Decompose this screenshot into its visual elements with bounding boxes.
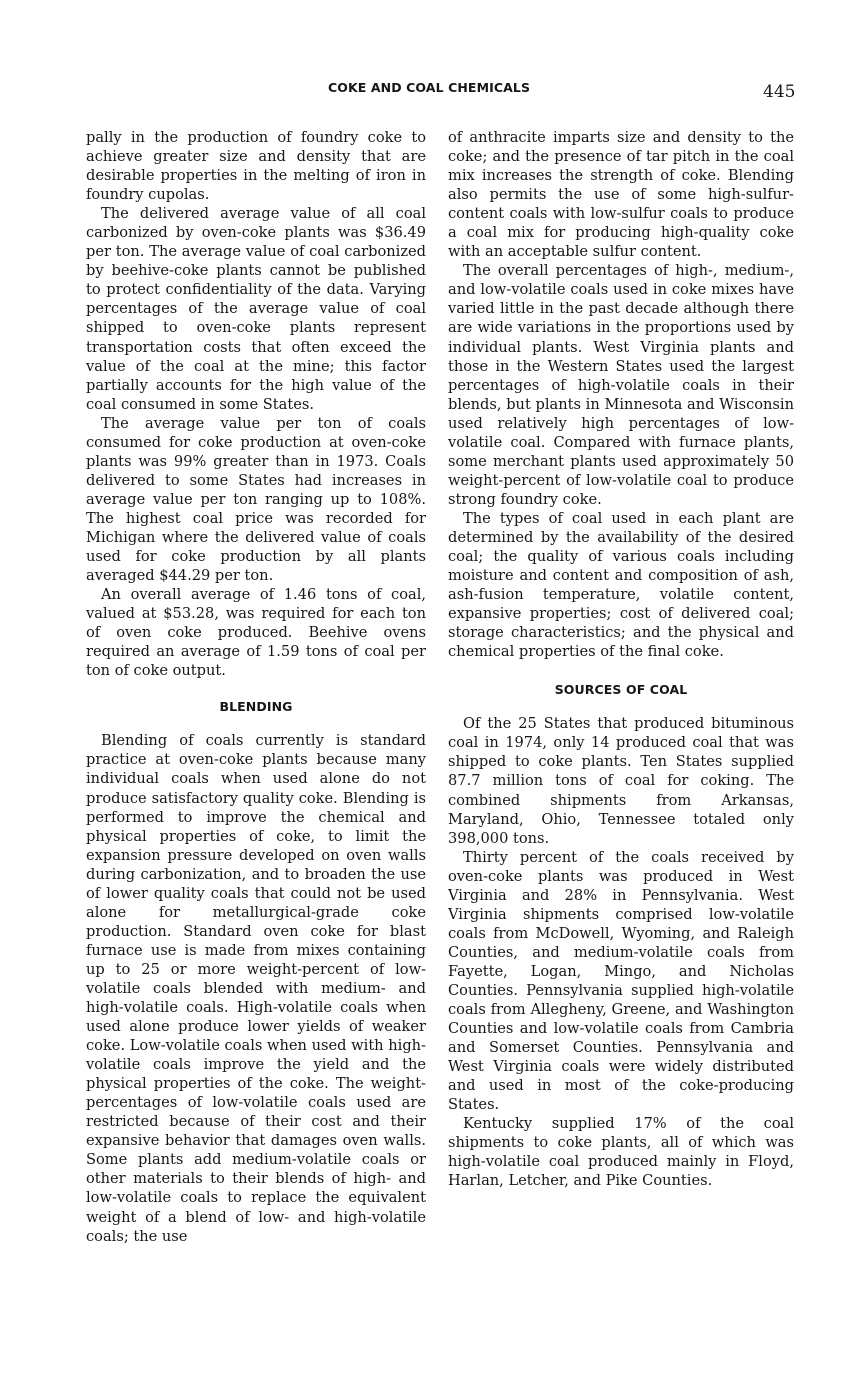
- paragraph: of anthracite imparts size and density to the coke; and the presence of tar pitch in the coal mix increases the strength of coke. Blending also permits the use of some high-sulfur-content coals with low-sulfur coals to produce a coal mix for producing high-quality coke with an acceptable sulfur content.: [448, 129, 794, 261]
- paragraph: The delivered average value of all coal carbonized by oven-coke plants was $36.49 per ton. The average value of coal carbonized by beehive-coke plants cannot be published to protect confidentiality of the data. Varying percentages of the average value of coal shipped to oven-coke plants represent transportation costs that often exceed the value of the coal at the mine; this factor partially accounts for the high value of the coal consumed in some States.: [86, 205, 426, 413]
- paragraph: The overall percentages of high-, medium-, and low-volatile coals used in coke mixes have varied little in the past decade although there are wide variations in the proportions used by individual plants. West Virginia plants and those in the Western States used the largest percentages of high-volatile coals in their blends, but plants in Minnesota and Wisconsin used relatively high percentages of low-volatile coal. Compared with furnace plants, some merchant plants used approximately 50 weight-percent of low-volatile coal to produce strong foundry coke.: [448, 262, 794, 508]
- paragraph: Thirty percent of the coals received by oven-coke plants was produced in West Virginia and 28% in Pennsylvania. West Virginia shipments comprised low-volatile coals from McDowell, Wyoming, and Raleigh Counties, and medium-volatile coals from Fayette, Logan, Mingo, and Nicholas Counties. Pennsylvania supplied high-volatile coals from Allegheny, Greene, and Washington Counties and low-volatile coals from Cambria and Somerset Counties. Pennsylvania and West Virginia coals were widely distributed and used in most of the coke-producing States.: [448, 848, 794, 1114]
- paragraph: The average value per ton of coals consumed for coke production at oven-coke plants was 99% greater than in 1973. Coals delivered to some States had increases in average value per ton ranging up to 108%. The highest coal price was recorded for Michigan where the delivered value of coals used for coke production by all plants averaged $44.29 per ton.: [86, 414, 426, 585]
- page-number: 445: [763, 82, 796, 102]
- paragraph: pally in the production of foundry coke to achieve greater size and density that are desirable properties in the melting of iron in foundry cupolas.: [86, 129, 426, 204]
- section-heading-blending: BLENDING: [219, 699, 293, 715]
- right-column: [448, 128, 794, 1190]
- paragraph: Kentucky supplied 17% of the coal shipments to coke plants, all of which was high-volatile coal produced mainly in Floyd, Harlan, Letcher, and Pike Counties.: [448, 1115, 794, 1190]
- running-title: COKE AND COAL CHEMICALS: [328, 80, 531, 95]
- running-header: [0, 78, 867, 102]
- section-heading-sources-of-coal: SOURCES OF COAL: [554, 682, 688, 698]
- paragraph: An overall average of 1.46 tons of coal, valued at $53.28, was required for each ton of oven coke produced. Beehive ovens required an average of 1.59 tons of coal per ton of coke output.: [86, 586, 426, 680]
- paragraph: The types of coal used in each plant are determined by the availability of the desired coal; the quality of various coals including moisture and content and composition of ash, ash-fusion temperature, volatile content, expansive properties; cost of delivered coal; storage characteristics; and the physical and chemical properties of the final coke.: [448, 509, 794, 661]
- paragraph: Of the 25 States that produced bituminous coal in 1974, only 14 produced coal that was shipped to coke plants. Ten States supplied 87.7 million tons of coal for coking. The combined shipments from Arkansas, Maryland, Ohio, Tennessee totaled only 398,000 tons.: [448, 715, 794, 847]
- paragraph: Blending of coals currently is standard practice at oven-coke plants because many individual coals when used alone do not produce satisfactory quality coke. Blending is performed to improve the chemical and physical properties of coke, to limit the expansion pressure developed on oven walls during carbonization, and to broaden the use of lower quality coals that could not be used alone for metallurgical-grade coke production. Standard oven coke for blast furnace use is made from mixes containing up to 25 or more weight-percent of low-volatile coals blended with medium- and high-volatile coals. High-volatile coals when used alone produce lower yields of weaker coke. Low-volatile coals when used with high-volatile coals improve the yield and the physical properties of the coke. The weight-percentages of low-volatile coals used are restricted because of their cost and their expansive behavior that damages oven walls. Some plants add medium-volatile coals or other materials to their blends of high- and low-volatile coals to replace the equivalent weight of a blend of low- and high-volatile coals; the use: [86, 732, 426, 1245]
- left-column: [86, 128, 426, 1246]
